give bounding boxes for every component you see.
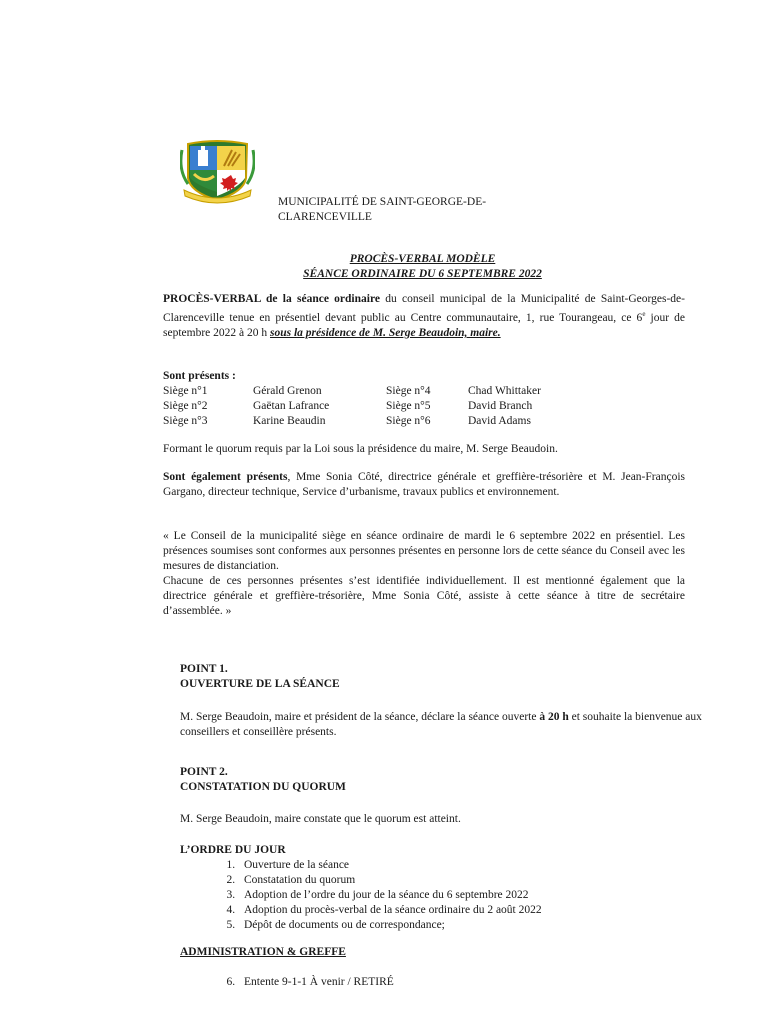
point1-text-before: M. Serge Beaudoin, maire et président de la séance, déclare la séance ouverte: [180, 711, 540, 723]
seat-label: Siège n°1: [163, 385, 208, 397]
seat-label: Siège n°6: [386, 415, 431, 427]
also-present-text: , Mme Sonia Côté, directrice générale et greffière-trésorière et M. Jean-François Gargano, directeur technique, Service d’urbanisme, travaux publics et environnement.: [163, 471, 685, 498]
point1-title: OUVERTURE DE LA SÉANCE: [180, 678, 340, 690]
seat-name: David Adams: [468, 415, 531, 427]
intro-text2: jour de septembre 2022 à 20 h: [163, 311, 685, 339]
agenda-item: 4. Adoption du procès-verbal de la séance ordinaire du 2 août 2022: [238, 903, 700, 918]
attendees-row: [163, 384, 685, 399]
agenda-section: [180, 843, 700, 933]
title-line2: SÉANCE ORDINAIRE DU 6 SEPTEMBRE 2022: [303, 268, 542, 280]
attendees-row: [163, 399, 685, 414]
also-present-paragraph: [163, 470, 685, 500]
agenda-item: 5. Dépôt de documents ou de correspondance;: [238, 918, 700, 933]
admin-section: [180, 975, 700, 990]
intro-lead: PROCÈS-VERBAL de la séance ordinaire: [163, 293, 380, 305]
admin-list: [180, 975, 700, 990]
seat-label: Siège n°4: [386, 385, 431, 397]
intro-presidence: sous la présidence de M. Serge Beaudoin, maire.: [270, 326, 501, 339]
point2-heading: [180, 765, 700, 795]
agenda-item: 6. Entente 9-1-1 À venir / RETIRÉ: [238, 975, 700, 990]
seat-name: Gaëtan Lafrance: [253, 400, 330, 412]
point1-text: [180, 710, 705, 740]
attendees-heading: Sont présents :: [163, 370, 236, 382]
title-line1: PROCÈS-VERBAL MODÈLE: [349, 253, 496, 265]
seat-label: Siège n°5: [386, 400, 431, 412]
quorum-statement: Formant le quorum requis par la Loi sous la présidence du maire, M. Serge Beaudoin.: [163, 443, 558, 455]
seat-name: Chad Whittaker: [468, 385, 541, 397]
agenda-item: 1. Ouverture de la séance: [238, 858, 700, 873]
point2-title: CONSTATATION DU QUORUM: [180, 781, 346, 793]
quote-paragraph: Chacune de ces personnes présentes s’est identifiée individuellement. Il est mentionné également que la directrice générale et greffière-trésorière, Mme Sonia Côté, assiste à cette séance à titre de secrétaire d’assemblée. »: [163, 575, 685, 617]
attendees-row: [163, 414, 685, 429]
admin-heading: ADMINISTRATION & GREFFE: [180, 946, 346, 958]
intro-sup: e: [642, 310, 646, 318]
agenda-list: [180, 858, 700, 933]
point2-number: POINT 2.: [180, 766, 228, 778]
agenda-item: 3. Adoption de l’ordre du jour de la séance du 6 septembre 2022: [238, 888, 700, 903]
point1-time: à 20 h: [539, 711, 569, 723]
point1-heading: [180, 662, 700, 692]
quote-paragraph: « Le Conseil de la municipalité siège en séance ordinaire de mardi le 6 septembre 2022 en présentiel. Les présences soumises sont conformes aux personnes présentes en personne lors de cette séance du Conseil avec les mesures de distanciation.: [163, 530, 685, 572]
council-quote: [163, 529, 685, 619]
intro-text: du conseil municipal de la Municipalité de Saint-Georges-de-Clarenceville tenue en présentiel devant public au Centre communautaire, 1, rue Tourangeau, ce 6: [163, 293, 685, 324]
also-present-lead: Sont également présents: [163, 471, 288, 483]
attendees-section: [163, 369, 685, 429]
municipal-logo: [180, 140, 255, 205]
agenda-item: 2. Constatation du quorum: [238, 873, 700, 888]
seat-name: Karine Beaudin: [253, 415, 326, 427]
municipality-name-line1: MUNICIPALITÉ DE SAINT-GEORGE-DE-: [278, 196, 487, 208]
point1-text-after: et souhaite la bienvenue aux conseillers et conseillère présents.: [180, 711, 702, 738]
seat-label: Siège n°3: [163, 415, 208, 427]
seat-label: Siège n°2: [163, 400, 208, 412]
point1-number: POINT 1.: [180, 663, 228, 675]
municipality-name-line2: CLARENCEVILLE: [278, 211, 372, 223]
seat-name: Gérald Grenon: [253, 385, 322, 397]
municipality-name: [278, 195, 578, 225]
seat-name: David Branch: [468, 400, 533, 412]
point2-text: M. Serge Beaudoin, maire constate que le quorum est atteint.: [180, 813, 461, 825]
agenda-heading: L’ORDRE DU JOUR: [180, 844, 286, 856]
intro-paragraph: [163, 292, 685, 341]
document-title: [160, 252, 685, 282]
